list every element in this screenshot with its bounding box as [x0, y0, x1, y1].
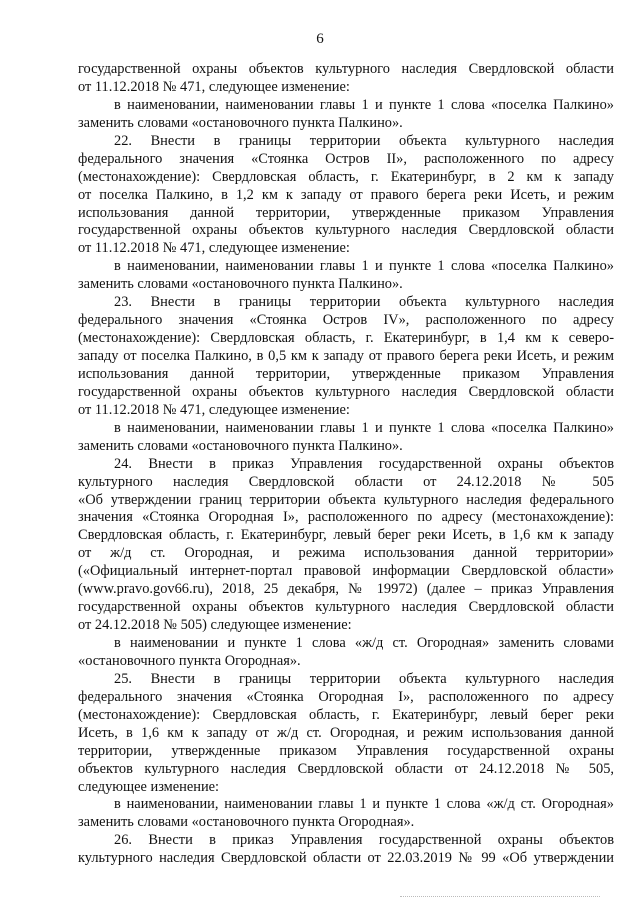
text-line: 25. Внести в границы территории объекта культурного наследия [114, 670, 614, 687]
text-line: использования данной территории, утвержденные приказом Управления [78, 365, 614, 382]
text-line: в наименовании, наименовании главы 1 и пункте 1 слова «поселка Палкино» [114, 419, 614, 436]
text-line: государственной охраны объектов культурного наследия Свердловской области [78, 222, 614, 239]
text-line: в наименовании, наименовании главы 1 и пункте 1 слова «ж/д ст. Огородная» [114, 796, 614, 813]
text-line: объектов культурного наследия Свердловской области от 24.12.2018 № 505, [78, 760, 614, 777]
text-line: в наименовании и пункте 1 слова «ж/д ст. Огородная» заменить словами [114, 635, 614, 651]
text-line: (www.pravo.gov66.ru), 2018, 25 декабря, № 19972) (далее – приказ Управления [78, 581, 614, 598]
text-line: значения «Стоянка Огородная I», расположенного по адресу (местонахождение): [78, 509, 614, 526]
text-line: культурного наследия Свердловской области от 24.12.2018 № 505 [78, 473, 614, 490]
text-line: от 11.12.2018 № 471, следующее изменение: [78, 240, 350, 257]
text-line: «Об утверждении границ территории объекта культурного наследия федерального [78, 491, 614, 508]
text-line: культурного наследия Свердловской области от 22.03.2019 № 99 «Об утверждении [78, 850, 614, 867]
text-line: использования данной территории, утвержденные приказом Управления [78, 204, 614, 221]
scan-artifact [400, 895, 600, 897]
text-line: территории, утвержденные приказом Управления государственной охраны [78, 742, 614, 759]
text-line: (местонахождение): Свердловская область, г. Екатеринбург, в 1,4 км к северо- [78, 330, 614, 347]
text-line: в наименовании, наименовании главы 1 и пункте 1 слова «поселка Палкино» [114, 258, 614, 275]
text-line: государственной охраны объектов культурного наследия Свердловской области [78, 61, 614, 77]
text-line: 26. Внести в приказ Управления государственной охраны объектов [114, 832, 614, 849]
text-line: федерального значения «Стоянка Огородная I», расположенного по адресу [78, 688, 614, 705]
text-line: (местонахождение): Свердловская область, г. Екатеринбург, в 2 км к западу [78, 168, 614, 185]
text-line: государственной охраны объектов культурного наследия Свердловской области [78, 599, 614, 616]
text-line: федерального значения «Стоянка Остров IV», расположенного по адресу [78, 312, 614, 329]
page-number: 6 [316, 31, 324, 47]
text-line: от 11.12.2018 № 471, следующее изменение: [78, 401, 350, 418]
text-line: от поселка Палкино, в 1,2 км к западу от правого берега реки Исеть, и режим [78, 186, 614, 203]
text-line: заменить словами «остановочного пункта Палкино». [78, 276, 403, 293]
text-line: («Официальный интернет-портал правовой информации Свердловской области» [78, 563, 614, 580]
text-line: Исеть, в 1,6 км к западу от ж/д ст. Огородная, и режим использования данной [78, 724, 614, 741]
text-line: в наименовании, наименовании главы 1 и пункте 1 слова «поселка Палкино» [114, 96, 614, 113]
document-body [78, 61, 614, 868]
text-line: заменить словами «остановочного пункта Огородная». [78, 814, 415, 831]
text-line: от 24.12.2018 № 505) следующее изменение: [78, 617, 352, 634]
text-line: 22. Внести в границы территории объекта культурного наследия [114, 132, 614, 149]
text-line: федерального значения «Стоянка Остров II», расположенного по адресу [78, 150, 614, 167]
text-line: государственной охраны объектов культурного наследия Свердловской области [78, 383, 614, 400]
text-line: от ж/д ст. Огородная, и режима использования данной территории» [78, 545, 614, 562]
text-line: заменить словами «остановочного пункта Палкино». [78, 114, 403, 131]
text-line: следующее изменение: [78, 778, 220, 795]
text-line: западу от поселка Палкино, в 0,5 км к западу от правого берега реки Исеть, и режим [78, 348, 614, 364]
text-line: Свердловская область, г. Екатеринбург, левый берег реки Исеть, в 1,6 км к западу [78, 527, 614, 544]
text-line: «остановочного пункта Огородная». [78, 652, 301, 669]
text-line: 24. Внести в приказ Управления государственной охраны объектов [114, 455, 614, 472]
text-line: от 11.12.2018 № 471, следующее изменение: [78, 78, 350, 95]
text-line: (местонахождение): Свердловская область, г. Екатеринбург, левый берег реки [78, 706, 614, 723]
text-line: 23. Внести в границы территории объекта культурного наследия [114, 294, 614, 311]
text-line: заменить словами «остановочного пункта Палкино». [78, 437, 403, 454]
